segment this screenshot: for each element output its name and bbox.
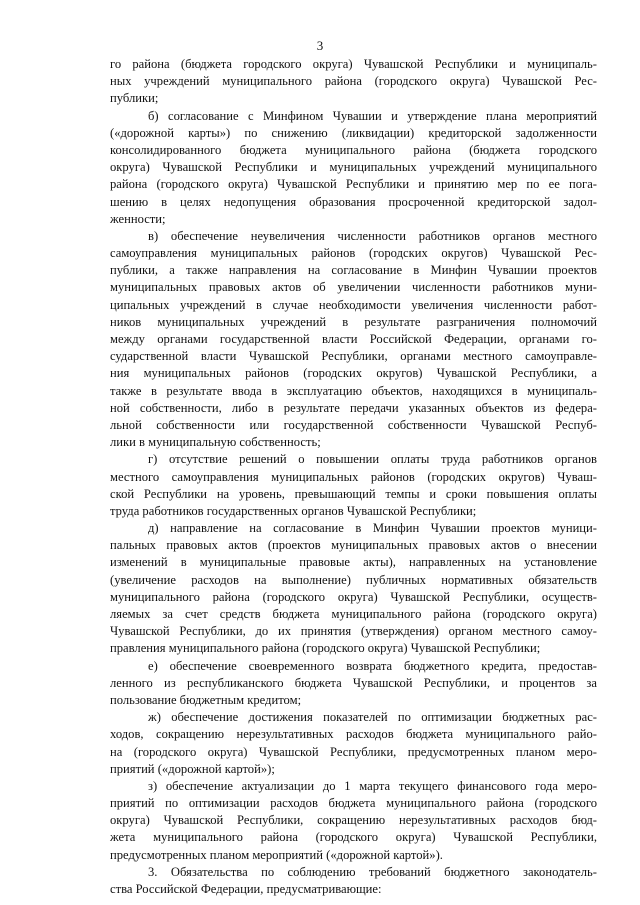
page-number: 3 [316,38,324,53]
text-line: приятий («дорожной картой»); [110,761,275,776]
text-line: д) направление на согласование в Минфин Чувашии проектов муници- [148,521,597,536]
text-line: ства Российской Федерации, предусматривающие: [110,882,382,896]
text-line: шению в целях недопущения образования просроченной кредиторской задол- [110,194,597,209]
text-line: между органами государственной власти Российской Федерации, органами го- [110,332,597,346]
text-line: сударственной власти Чувашской Республики, органами местного самоуправле- [110,349,597,364]
text-line: публики, а также направления на согласование в Минфин Чувашии проектов [110,263,597,278]
text-line: в) обеспечение неувеличения численности работников органов местного [148,228,597,243]
text-line: ленного из республиканского бюджета Чувашской Республики, и процентов за [110,675,597,690]
text-line: консолидированного бюджета муниципального района (бюджета городского [110,142,597,157]
text-line: округа) Чувашской Республики и муниципальных учреждений муниципального [110,160,597,175]
text-line: муниципального района (городского округа) Чувашской Республики, осуществ- [110,589,597,604]
paragraph [110,228,597,451]
text-line: предусмотренных планом мероприятий («дорожной картой»). [110,847,443,862]
text-line: также в результате ввода в эксплуатацию объектов, находящихся в муниципаль- [110,383,597,398]
text-line: муниципальных правовых актов об увеличении численности работников муни- [110,280,597,295]
text-line: г) отсутствие решений о повышении оплаты труда работников органов [148,452,597,467]
paragraph [110,520,597,658]
text-line: ной собственности, либо в результате передачи указанных объектов из федера- [110,400,597,415]
text-line: (увеличение расходов на выполнение) публичных нормативных обязательств [110,572,597,587]
text-line: з) обеспечение актуализации до 1 марта текущего финансового года меро- [148,778,597,793]
paragraph [110,709,597,778]
text-line: («дорожной карты») по снижению (ликвидации) кредиторской задолженности [110,125,597,140]
text-line: пользование бюджетным кредитом; [110,692,302,707]
text-line: льной собственности или государственной собственности Чувашской Респуб- [110,417,597,432]
text-line: го района (бюджета городского округа) Чувашской Республики и муниципаль- [110,57,597,71]
text-line: ж) обеспечение достижения показателей по оптимизации бюджетных рас- [148,710,597,725]
text-line: лики в муниципальную собственность; [110,435,321,450]
text-line: 3. Обязательства по соблюдению требований бюджетного законодатель- [148,864,597,879]
text-line: труда работников государственных органов Чувашской Республики; [110,503,477,518]
text-line: ников муниципальных учреждений в результате разграничения полномочий [110,314,597,329]
text-line: правления муниципального района (городского округа) Чувашской Республики; [110,641,541,656]
text-line: ской Республики на уровень, превышающий темпы и сроки повышения оплаты [110,486,597,501]
text-line: ципальных учреждений в случае необходимости увеличения численности работ- [110,297,597,312]
paragraph [110,864,597,898]
text-line: публики; [110,91,159,106]
text-line: ния муниципальных районов (городских округов) Чувашской Республики, а [110,366,597,381]
text-line: района (городского округа) Чувашской Республики и принятию мер по ее пога- [110,177,597,192]
text-line: изменений в муниципальные правовые акты), направленных на установление [110,555,597,570]
paragraph [110,108,597,228]
text-line: жета муниципального района (городского округа) Чувашской Республики, [110,830,597,845]
text-line: пальных правовых актов (проектов муниципальных правовых актов о внесении [110,538,597,553]
text-line: самоуправления муниципальных районов (городских округов) Чувашской Рес- [110,246,597,261]
text-line: ходов, сокращению нерезультативных расходов бюджета муниципального райо- [110,727,597,742]
text-line: женности; [110,211,166,226]
text-line: ных учреждений муниципального района (городского округа) Чувашской Рес- [110,74,597,89]
text-line: е) обеспечение своевременного возврата бюджетного кредита, предостав- [148,658,597,673]
text-line: местного самоуправления муниципальных районов (городских округов) Чуваш- [110,469,597,484]
text-line: Чувашской Республики, до их принятия (утверждения) органом местного самоу- [110,624,597,639]
text-line: ляемых за счет средств бюджета муниципального района (городского округа) [110,607,597,621]
paragraph [110,451,597,520]
paragraph [110,778,597,864]
paragraph [110,658,597,710]
text-line: б) согласование с Минфином Чувашии и утверждение плана мероприятий [148,108,597,123]
text-line: приятий по оптимизации расходов бюджета муниципального района (городского [110,796,597,811]
text-line: на (городского округа) Чувашской Республики, предусмотренных планом меро- [110,744,597,759]
paragraph [110,56,597,108]
text-line: округа) Чувашской Республики, сокращению нерезультативных расходов бюд- [110,813,597,828]
document-body [110,56,597,898]
